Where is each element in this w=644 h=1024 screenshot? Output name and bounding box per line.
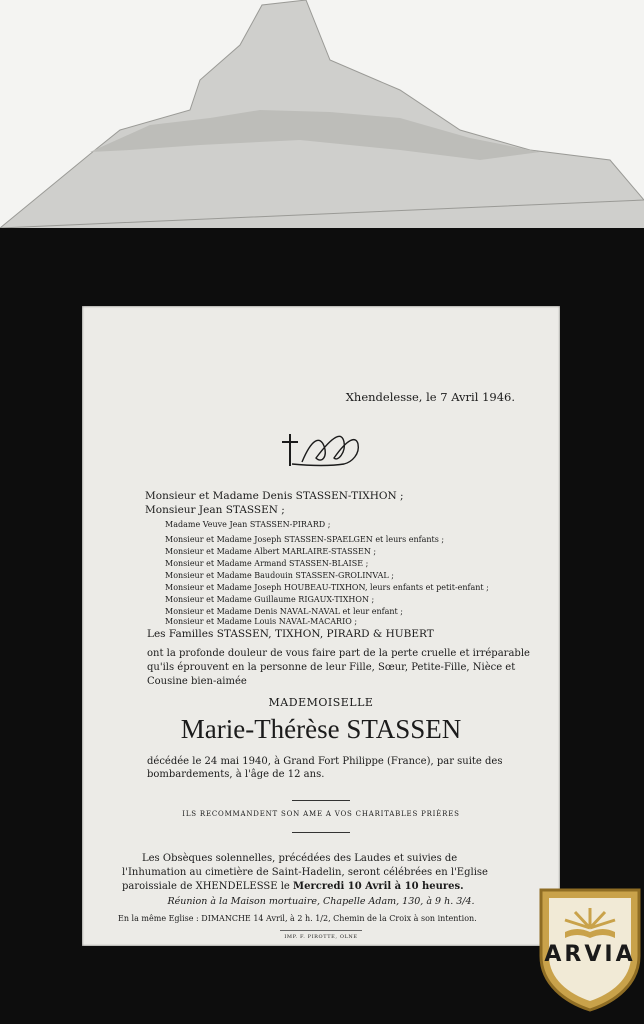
death-details-line: décédée le 24 mai 1940, à Grand Fort Philippe (France), par suite des <box>147 756 503 767</box>
divider-top <box>292 800 350 801</box>
families-line: Les Familles STASSEN, TIXHON, PIRARD & HUBERT <box>147 628 434 640</box>
printer-rule <box>280 930 362 931</box>
mourner-line: Monsieur et Madame Armand STASSEN-BLAISE ; <box>165 559 369 568</box>
primary-mourner: Monsieur Jean STASSEN ; <box>145 504 285 516</box>
obsequies-line: l'Inhumation au cimetière de Saint-Hadelin, seront célébrées en l'Eglise <box>122 867 488 878</box>
mourner-line: Monsieur et Madame Guillaume RIGAUX-TIXHON ; <box>165 595 375 604</box>
obsequies-line: Les Obsèques solennelles, précédées des Laudes et suivies de <box>142 853 458 864</box>
honorific-title: MADEMOISELLE <box>268 696 374 709</box>
death-details-line: bombardements, à l'âge de 12 ans. <box>147 769 325 780</box>
prayer-recommendation: ILS RECOMMANDENT SON AME A VOS CHARITABLES PRIÈRES <box>182 810 460 818</box>
divider-bottom <box>292 832 350 833</box>
reunion-line: Réunion à la Maison mortuaire, Chapelle Adam, 130, à 9 h. 3/4. <box>167 896 475 907</box>
printer-credit: IMP. F. PIROTTE, OLNE <box>284 934 358 940</box>
envelope-flap <box>0 0 644 240</box>
mourner-line: Madame Veuve Jean STASSEN-PIRARD ; <box>165 520 331 529</box>
cross-monogram-icon <box>272 428 372 470</box>
mourner-line: Monsieur et Madame Joseph HOUBEAU-TIXHON, leurs enfants et petit-enfant ; <box>165 583 489 592</box>
announcement-line: Cousine bien-aimée <box>147 676 247 687</box>
mourning-card <box>82 306 560 946</box>
obsequies-date: Mercredi 10 Avril à 10 heures. <box>293 881 464 892</box>
mourner-line: Monsieur et Madame Albert MARLAIRE-STASSEN ; <box>165 547 377 556</box>
obsequies-prefix: paroissiale de XHENDELESSE le <box>122 881 290 892</box>
mourner-line: Monsieur et Madame Joseph STASSEN-SPAELGEN et leurs enfants ; <box>165 535 445 544</box>
mourner-line: Monsieur et Madame Baudouin STASSEN-GROLINVAL ; <box>165 571 394 580</box>
mourner-line: Monsieur et Madame Louis NAVAL-MACARIO ; <box>165 617 358 626</box>
place-date: Xhendelesse, le 7 Avril 1946. <box>345 390 515 404</box>
mourner-line: Monsieur et Madame Denis NAVAL-NAVAL et leur enfant ; <box>165 607 403 616</box>
obsequies-line <box>122 881 464 892</box>
primary-mourner: Monsieur et Madame Denis STASSEN-TIXHON ; <box>145 490 404 502</box>
watermark-brand: ARVIA <box>544 942 636 967</box>
deceased-name: Marie-Thérèse STASSEN <box>180 714 462 744</box>
announcement-line: qu'ils éprouvent en la personne de leur Fille, Sœur, Petite-Fille, Nièce et <box>147 662 516 673</box>
announcement-line: ont la profonde douleur de vous faire part de la perte cruelle et irréparable <box>147 648 530 659</box>
church-note: En la même Eglise : DIMANCHE 14 Avril, à 2 h. 1/2, Chemin de la Croix à son intention. <box>118 914 477 923</box>
